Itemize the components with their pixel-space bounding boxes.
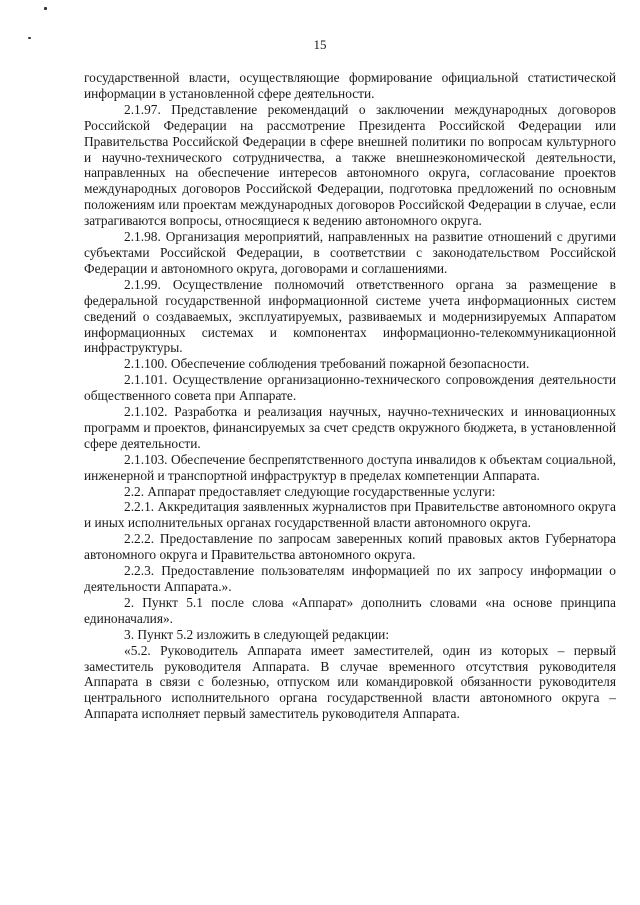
paragraph-2-1-101: 2.1.101. Осуществление организационно-технического сопровождения деятельности общественного совета при Аппарате. xyxy=(84,372,616,404)
paragraph-2-1-99: 2.1.99. Осуществление полномочий ответственного органа за размещение в федеральной государственной информационной системе учета информационных систем сведений о создаваемых, эксплуатируемых, развиваемых и модернизируемых Аппаратом информационных системах и компонентах информационно-телекоммуникационной инфраструктуры. xyxy=(84,276,616,356)
scan-artifact-dot xyxy=(44,7,47,10)
paragraph-2-1-98: 2.1.98. Организация мероприятий, направленных на развитие отношений с другими субъектами Российской Федерации, в соответствии с законодательством Российской Федерации и автономного округа, договорами и соглашениями. xyxy=(84,229,616,276)
paragraph-2-1-103: 2.1.103. Обеспечение беспрепятственного доступа инвалидов к объектам социальной, инженерной и транспортной инфраструктур в пределах компетенции Аппарата. xyxy=(84,451,616,483)
paragraph-2-2-3: 2.2.3. Предоставление пользователям информацией по их запросу информации о деятельности Аппарата.». xyxy=(84,563,616,594)
paragraph-2-1-102: 2.1.102. Разработка и реализация научных, научно-технических и инновационных программ и проектов, финансируемых за счет средств окружного бюджета, в установленной сфере деятельности. xyxy=(84,404,616,451)
paragraph-2-2-1: 2.2.1. Аккредитация заявленных журналистов при Правительстве автономного округа и иных исполнительных органах государственной власти автономного округа. xyxy=(84,499,616,531)
paragraph-item-2: 2. Пункт 5.1 после слова «Аппарат» дополнить словами «на основе принципа единоначалия». xyxy=(84,594,616,626)
document-body xyxy=(84,70,616,722)
page-number: 15 xyxy=(313,37,327,52)
paragraph-2-2: 2.2. Аппарат предоставляет следующие государственные услуги: xyxy=(124,483,496,499)
paragraph-2-1-97: 2.1.97. Представление рекомендаций о заключении международных договоров Российской Федерации на рассмотрение Президента Российской Федерации или Правительства Российской Федерации в сфере внешней политики по вопросам культурного и научно-технического сотрудничества, а также внешнеэкономической деятельности, направленных на обеспечение интересов автономного округа, согласование проектов международных договоров Российской Федерации, подготовка предложений по основным положениям или проектам международных договоров Российской Федерации в случае, если затрагиваются вопросы, относящиеся к ведению автономного округа. xyxy=(84,101,616,229)
paragraph-continuation: государственной власти, осуществляющие формирование официальной статистической информации в установленной сфере деятельности. xyxy=(84,70,616,101)
paragraph-2-1-100: 2.1.100. Обеспечение соблюдения требований пожарной безопасности. xyxy=(124,356,530,372)
paragraph-item-3: 3. Пункт 5.2 изложить в следующей редакции: xyxy=(124,626,390,642)
paragraph-2-2-2: 2.2.2. Предоставление по запросам заверенных копий правовых актов Губернатора автономного округа и Правительства автономного округа. xyxy=(84,531,616,563)
paragraph-5-2: «5.2. Руководитель Аппарата имеет заместителей, один из которых – первый заместитель руководителя Аппарата. В случае временного отсутствия руководителя Аппарата в связи с болезнью, отпуском или командировкой обязанности руководителя центрального исполнительного органа государственной власти автономного округа – Аппарата исполняет первый заместитель руководителя Аппарата. xyxy=(84,642,616,722)
